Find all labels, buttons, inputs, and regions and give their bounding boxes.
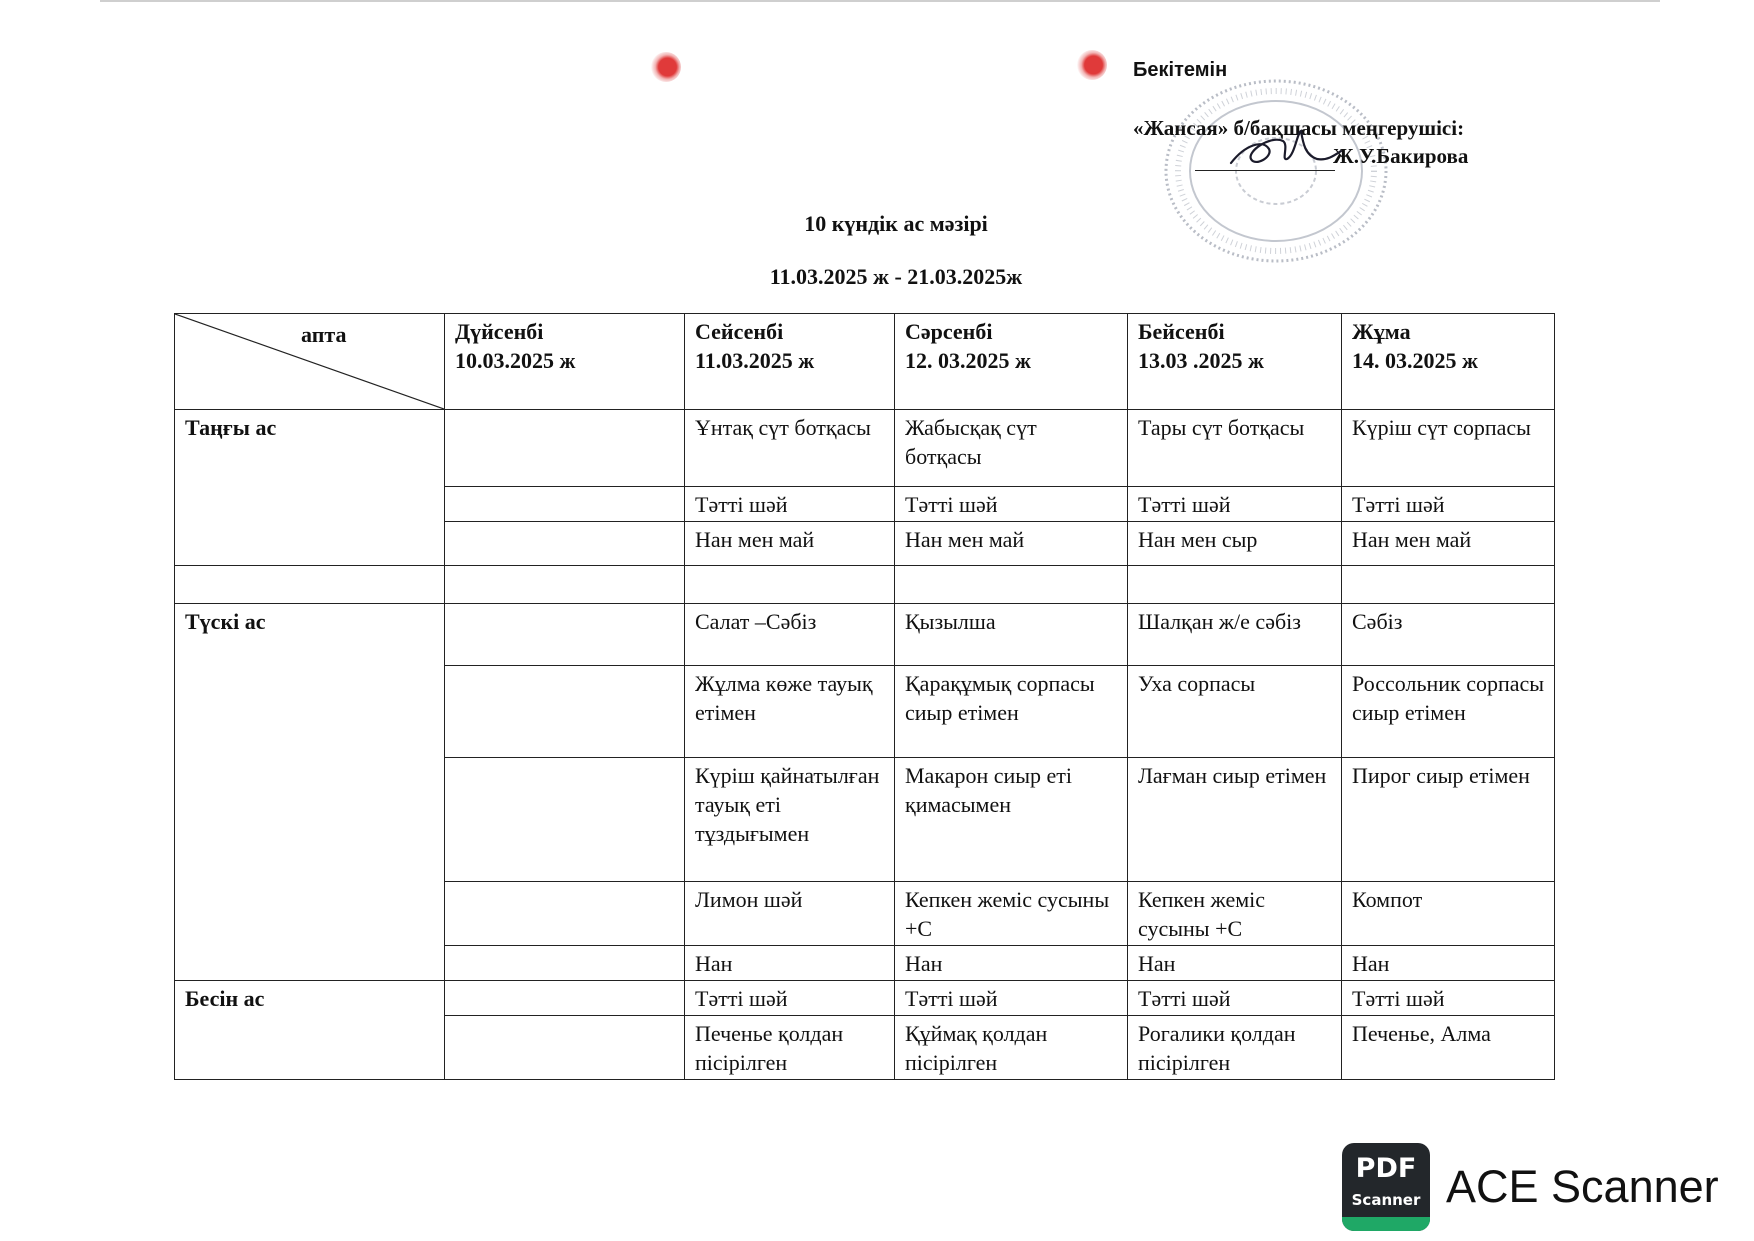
menu-cell: Тәтті шәй [895,981,1128,1016]
menu-cell: Лағман сиыр етімен [1128,758,1342,882]
day-header [895,314,1128,410]
menu-cell [445,666,685,758]
menu-cell: Жұлма көже тауық етімен [685,666,895,758]
day-date: 13.03 .2025 ж [1138,348,1264,373]
menu-cell [445,882,685,946]
approval-block [1133,56,1469,168]
empty-cell [1128,566,1342,604]
meal-label-snack: Бесін ас [175,981,445,1080]
table-row [175,604,1555,666]
menu-cell: Уха сорпасы [1128,666,1342,758]
table-row [175,410,1555,487]
menu-cell: Күріш қайнатылған тауық еті тұздығымен [685,758,895,882]
corner-label: апта [301,322,347,347]
empty-cell [895,566,1128,604]
menu-cell: Нан [1342,946,1555,981]
menu-cell: Ұнтақ сүт ботқасы [685,410,895,487]
menu-cell: Қызылша [895,604,1128,666]
menu-table [174,313,1555,1080]
menu-cell: Тәтті шәй [1128,487,1342,522]
approver-name: Ж.У.Бакирова [1333,144,1469,168]
menu-cell: Қарақұмық сорпасы сиыр етімен [895,666,1128,758]
menu-cell: Печенье қолдан пісірілген [685,1016,895,1080]
day-name: Дүйсенбі [455,319,544,344]
day-header [445,314,685,410]
menu-cell: Кепкен жеміс сусыны +С [895,882,1128,946]
menu-cell: Тары сүт ботқасы [1128,410,1342,487]
day-header [1128,314,1342,410]
hole-punch-mark-left [651,52,681,82]
menu-cell: Пирог сиыр етімен [1342,758,1555,882]
menu-cell [445,522,685,566]
menu-cell: Макарон сиыр еті қимасымен [895,758,1128,882]
menu-cell: Тәтті шәй [1342,981,1555,1016]
logo-text-pdf: PDF [1355,1153,1417,1184]
day-name: Жұма [1352,319,1411,344]
day-name: Бейсенбі [1138,319,1225,344]
day-date: 11.03.2025 ж [695,348,815,373]
empty-cell [1342,566,1555,604]
menu-cell: Салат –Сәбіз [685,604,895,666]
empty-cell [685,566,895,604]
menu-cell: Компот [1342,882,1555,946]
menu-cell [445,1016,685,1080]
day-date: 10.03.2025 ж [455,348,576,373]
menu-cell: Нан [685,946,895,981]
corner-header-cell [175,314,445,410]
logo-accent-strip [1342,1217,1430,1231]
menu-cell [445,487,685,522]
menu-cell: Тәтті шәй [895,487,1128,522]
menu-cell: Кепкен жеміс сусыны +С [1128,882,1342,946]
logo-text-scanner: Scanner [1351,1191,1421,1209]
approver-position: «Жансая» б/бақшасы меңгерушісі: [1133,116,1465,140]
day-name: Сейсенбі [695,319,784,344]
menu-cell: Құймақ қолдан пісірілген [895,1016,1128,1080]
menu-cell: Россольник сорпасы сиыр етімен [1342,666,1555,758]
menu-cell: Нан [895,946,1128,981]
menu-cell: Лимон шәй [685,882,895,946]
watermark-app-name: ACE Scanner [1446,1161,1719,1212]
header-row [175,314,1555,410]
menu-cell [445,410,685,487]
approval-heading: Бекітемін [1133,59,1228,81]
menu-cell [445,604,685,666]
menu-cell: Тәтті шәй [685,487,895,522]
scanner-watermark [1342,1143,1719,1231]
day-date: 12. 03.2025 ж [905,348,1031,373]
menu-cell: Рогалики қолдан пісірілген [1128,1016,1342,1080]
day-header [1342,314,1555,410]
menu-cell [445,758,685,882]
hole-punch-mark-right [1077,50,1107,80]
menu-cell [445,946,685,981]
menu-cell: Жабысқақ сүт ботқасы [895,410,1128,487]
empty-cell [175,566,445,604]
empty-cell [445,566,685,604]
menu-cell: Тәтті шәй [1128,981,1342,1016]
day-date: 14. 03.2025 ж [1352,348,1478,373]
menu-cell: Нан мен май [1342,522,1555,566]
meal-label-lunch: Түскі ас [175,604,445,981]
menu-cell [445,981,685,1016]
menu-cell: Шалқан ж/е сәбіз [1128,604,1342,666]
document-period: 11.03.2025 ж - 21.03.2025ж [769,264,1023,289]
pdf-scanner-logo-icon [1342,1143,1430,1231]
menu-cell: Тәтті шәй [1342,487,1555,522]
menu-cell: Күріш сүт сорпасы [1342,410,1555,487]
menu-cell: Нан [1128,946,1342,981]
spacer-row [175,566,1555,604]
meal-label-breakfast: Таңғы ас [175,410,445,566]
menu-cell: Нан мен май [685,522,895,566]
menu-cell: Нан мен май [895,522,1128,566]
menu-cell: Сәбіз [1342,604,1555,666]
menu-cell: Печенье, Алма [1342,1016,1555,1080]
table-row [175,981,1555,1016]
scan-top-edge [100,0,1660,2]
handwritten-signature [1225,115,1345,175]
day-header [685,314,895,410]
menu-cell: Тәтті шәй [685,981,895,1016]
day-name: Сәрсенбі [905,319,993,344]
menu-cell: Нан мен сыр [1128,522,1342,566]
document-title: 10 күндік ас мәзірі [804,211,988,236]
